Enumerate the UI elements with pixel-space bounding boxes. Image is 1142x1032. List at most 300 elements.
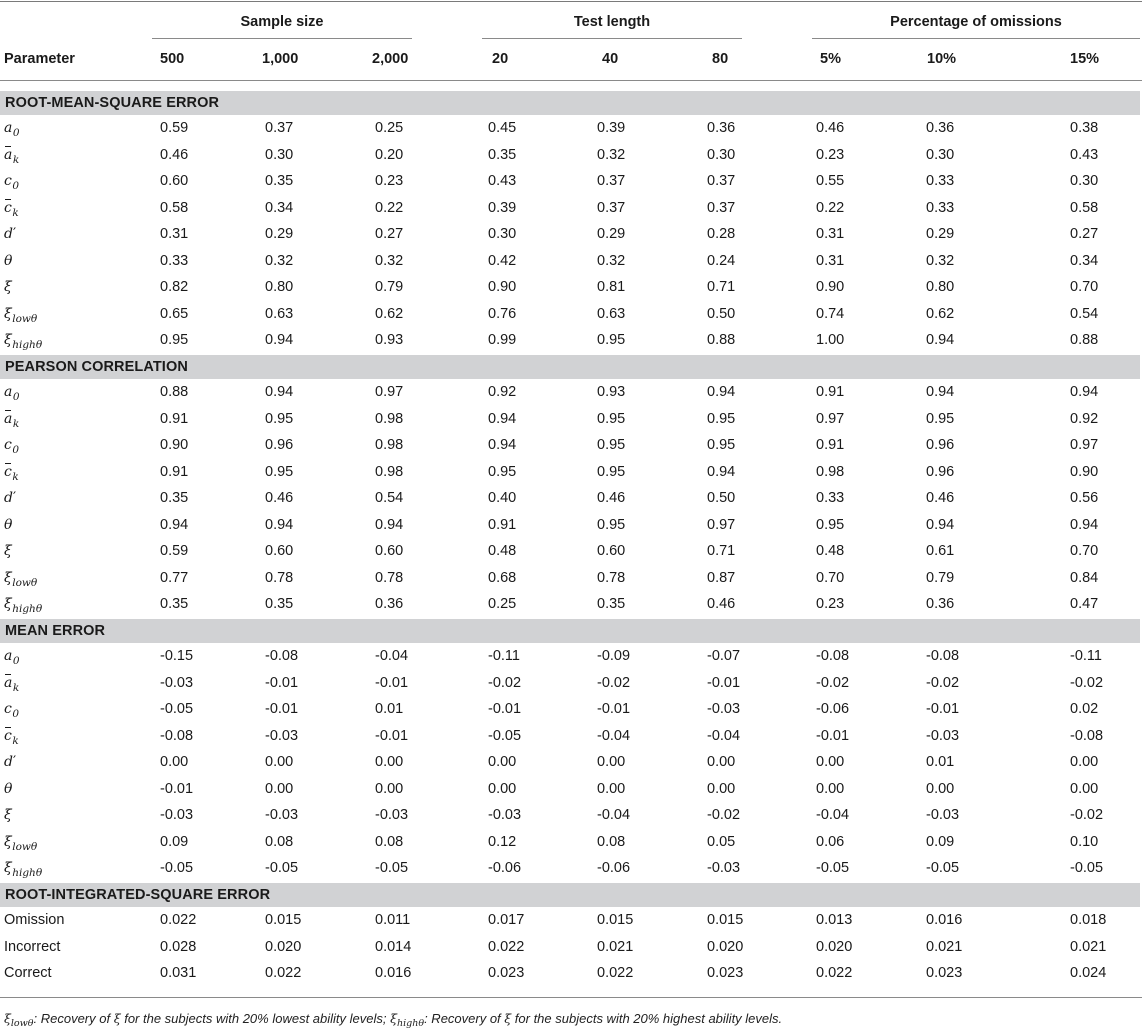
parameter-subscript: k <box>12 417 20 430</box>
value-cell: 0.30 <box>488 226 517 242</box>
value-cell: -0.11 <box>488 648 520 664</box>
value-cell: -0.08 <box>265 648 299 664</box>
value-cell: 0.46 <box>926 490 955 506</box>
value-cell: 0.32 <box>265 252 294 269</box>
value-cell: 0.29 <box>926 226 955 242</box>
value-cell: -0.07 <box>707 648 741 664</box>
value-cell: 0.018 <box>1070 912 1107 928</box>
value-cell: 0.45 <box>488 120 517 136</box>
value-cell: 0.95 <box>597 410 626 427</box>
column-header-parameter: Parameter <box>4 51 75 67</box>
value-cell: 0.08 <box>597 833 626 850</box>
parameter-subscript: 0 <box>12 391 20 403</box>
prime-mark: ′ <box>12 226 17 242</box>
table-row <box>0 195 1142 222</box>
value-cell: -0.03 <box>926 807 960 823</box>
table-row <box>0 723 1142 750</box>
value-cell: 0.34 <box>265 199 294 216</box>
value-cell: 0.81 <box>597 279 626 295</box>
value-cell: 0.09 <box>160 833 189 850</box>
parameter-cell <box>4 432 144 459</box>
value-cell: -0.03 <box>265 727 299 744</box>
parameter-symbol-xihigh <box>4 596 43 615</box>
column-header-15pct: 15% <box>1070 51 1100 67</box>
parameter-symbol-theta <box>4 781 12 797</box>
value-cell: 0.71 <box>707 279 736 295</box>
table-row <box>0 643 1142 670</box>
value-cell: 0.37 <box>597 173 626 189</box>
footnote-text-4: for the subjects with 20% highest ability levels. <box>511 1011 783 1026</box>
value-cell: 0.48 <box>488 543 517 559</box>
parameter-cell <box>4 195 144 222</box>
section-header <box>0 355 1140 379</box>
value-cell: 0.46 <box>707 596 736 612</box>
table-row <box>0 248 1142 275</box>
value-cell: 0.10 <box>1070 833 1099 850</box>
value-cell: -0.04 <box>375 648 409 664</box>
parameter-base: a <box>4 142 12 169</box>
value-cell: 0.33 <box>816 490 845 506</box>
value-cell: -0.03 <box>265 807 299 823</box>
value-cell: 0.95 <box>597 437 626 453</box>
value-cell: 0.20 <box>375 146 404 163</box>
value-cell: 0.48 <box>816 543 845 559</box>
parameter-base: a <box>4 406 12 433</box>
parameter-subscript: lowθ <box>12 312 38 325</box>
section-title: ROOT-MEAN-SQUARE ERROR <box>5 95 220 111</box>
value-cell: 0.34 <box>1070 252 1099 269</box>
value-cell: 0.46 <box>597 490 626 506</box>
parameter-symbol-dprime <box>4 226 16 242</box>
parameter-cell <box>4 327 144 354</box>
footnote-symbol-xi-low: $\xi_{low\theta}$ <box>4 1011 34 1029</box>
value-cell: 0.022 <box>160 912 197 928</box>
parameter-cell <box>4 485 144 512</box>
table-row <box>0 802 1142 829</box>
value-cell: 0.021 <box>926 938 963 955</box>
value-cell: 0.00 <box>375 754 404 770</box>
value-cell: 0.94 <box>160 516 189 533</box>
parameter-cell: Correct <box>4 965 52 981</box>
value-cell: 0.97 <box>816 410 845 427</box>
value-cell: -0.03 <box>926 727 960 744</box>
value-cell: 0.013 <box>816 912 853 928</box>
parameter-subscript: lowθ <box>12 840 38 853</box>
parameter-symbol-xilow <box>4 833 38 853</box>
group-header-test-length: Test length <box>573 14 651 30</box>
table-row <box>0 960 1142 987</box>
value-cell: -0.01 <box>375 727 409 744</box>
parameter-base: θ <box>4 252 13 269</box>
parameter-subscript: highθ <box>12 867 43 879</box>
value-cell: 0.015 <box>707 912 744 928</box>
value-cell: 0.63 <box>597 305 626 322</box>
value-cell: -0.02 <box>488 674 522 691</box>
table-row <box>0 696 1142 723</box>
parameter-subscript: lowθ <box>12 576 38 589</box>
value-cell: 0.022 <box>816 965 853 981</box>
value-cell: 0.27 <box>1070 226 1099 242</box>
value-cell: 0.95 <box>707 410 736 427</box>
value-cell: -0.06 <box>597 860 631 876</box>
value-cell: -0.05 <box>265 860 299 876</box>
footnote-text-2: for the subjects with 20% lowest ability levels; <box>120 1011 391 1026</box>
value-cell: 0.98 <box>375 410 404 427</box>
value-cell: -0.05 <box>1070 860 1104 876</box>
parameter-base: ξ <box>4 569 12 586</box>
value-cell: 0.015 <box>597 912 634 928</box>
parameter-subscript: highθ <box>12 339 43 351</box>
value-cell: 0.31 <box>816 252 845 269</box>
table-row <box>0 274 1142 301</box>
footnote-text-1: : Recovery of <box>33 1011 114 1026</box>
table-row <box>0 538 1142 565</box>
value-cell: 0.01 <box>375 701 404 717</box>
parameter-symbol-xi <box>4 279 12 295</box>
value-cell: 0.95 <box>597 516 626 533</box>
value-cell: -0.05 <box>926 860 960 876</box>
value-cell: 0.80 <box>926 279 955 295</box>
parameter-cell <box>4 855 144 882</box>
value-cell: 0.00 <box>265 780 294 797</box>
value-cell: -0.03 <box>707 701 741 717</box>
value-cell: 0.90 <box>488 279 517 295</box>
value-cell: 0.50 <box>707 305 736 322</box>
parameter-cell: Omission <box>4 912 65 928</box>
prime-mark: ′ <box>12 490 17 506</box>
value-cell: 0.00 <box>816 754 845 770</box>
value-cell: 0.70 <box>816 569 845 586</box>
value-cell: 0.96 <box>265 437 294 453</box>
parameter-symbol-c0 <box>4 173 20 192</box>
value-cell: -0.04 <box>816 807 850 823</box>
table-row <box>0 221 1142 248</box>
value-cell: 0.28 <box>707 226 736 242</box>
parameter-symbol-xi <box>4 807 12 823</box>
value-cell: 0.023 <box>926 965 963 981</box>
footnote-symbol-xi-high: $\xi_{high\theta}$ <box>390 1011 425 1029</box>
value-cell: 0.35 <box>488 146 517 163</box>
value-cell: 0.23 <box>816 596 845 612</box>
group-rule-sample-size <box>152 38 412 39</box>
value-cell: 0.91 <box>160 410 189 427</box>
value-cell: 0.00 <box>597 754 626 770</box>
value-cell: 0.00 <box>488 754 517 770</box>
parameter-symbol-c0 <box>4 701 20 720</box>
value-cell: -0.02 <box>1070 674 1104 691</box>
value-cell: -0.08 <box>1070 727 1104 744</box>
value-cell: -0.01 <box>265 674 299 691</box>
parameter-cell <box>4 248 144 275</box>
footnote-text-3: : Recovery of <box>424 1011 505 1026</box>
value-cell: 0.06 <box>816 833 845 850</box>
value-cell: 0.015 <box>265 912 302 928</box>
section-header <box>0 91 1140 115</box>
value-cell: -0.09 <box>597 648 631 664</box>
value-cell: 0.54 <box>1070 305 1099 322</box>
parameter-symbol-xihigh <box>4 860 43 879</box>
value-cell: -0.05 <box>160 860 194 876</box>
value-cell: 0.46 <box>265 490 294 506</box>
parameter-base: c <box>4 701 12 717</box>
value-cell: 0.00 <box>488 780 517 797</box>
parameter-base: d <box>4 754 13 770</box>
parameter-symbol-ak <box>4 674 20 694</box>
value-cell: 0.94 <box>265 384 294 400</box>
value-cell: 0.78 <box>375 569 404 586</box>
value-cell: 0.60 <box>597 543 626 559</box>
parameter-symbol-dprime <box>4 490 16 506</box>
value-cell: 0.46 <box>160 146 189 163</box>
value-cell: -0.01 <box>375 674 409 691</box>
value-cell: 0.96 <box>926 437 955 453</box>
section-title: MEAN ERROR <box>5 623 106 639</box>
parameter-cell <box>4 168 144 195</box>
value-cell: 0.94 <box>926 516 955 533</box>
value-cell: 0.96 <box>926 463 955 480</box>
value-cell: 0.70 <box>1070 543 1099 559</box>
value-cell: 0.37 <box>597 199 626 216</box>
value-cell: 0.12 <box>488 833 517 850</box>
parameter-symbol-xi <box>4 543 12 559</box>
value-cell: 0.020 <box>707 938 744 955</box>
value-cell: -0.02 <box>707 807 741 823</box>
column-header-500: 500 <box>160 51 185 67</box>
table-row <box>0 565 1142 592</box>
value-cell: 0.95 <box>926 410 955 427</box>
value-cell: 0.78 <box>597 569 626 586</box>
prime-mark: ′ <box>12 754 17 770</box>
group-rule-test-length <box>482 38 742 39</box>
column-header-20: 20 <box>492 51 509 67</box>
footnote-symbol-xi-1: ξ <box>113 1011 121 1026</box>
column-header-10pct: 10% <box>927 51 957 67</box>
value-cell: 0.43 <box>488 173 517 189</box>
value-cell: 0.95 <box>597 463 626 480</box>
value-cell: 0.94 <box>1070 516 1099 533</box>
value-cell: 0.39 <box>597 120 626 136</box>
value-cell: 0.35 <box>597 596 626 612</box>
parameter-symbol-a0 <box>4 120 20 139</box>
table-row <box>0 670 1142 697</box>
parameter-cell <box>4 643 144 670</box>
parameter-base: c <box>4 723 12 750</box>
parameter-base: c <box>4 437 12 453</box>
parameter-base: ξ <box>4 860 12 876</box>
value-cell: 0.91 <box>488 516 517 533</box>
value-cell: 0.021 <box>597 938 634 955</box>
value-cell: 0.39 <box>488 199 517 216</box>
table-row <box>0 459 1142 486</box>
value-cell: 0.29 <box>265 226 294 242</box>
value-cell: 0.93 <box>375 332 404 348</box>
value-cell: -0.03 <box>375 807 409 823</box>
table-row <box>0 591 1142 618</box>
table-row <box>0 379 1142 406</box>
value-cell: 0.74 <box>816 305 845 322</box>
parameter-cell <box>4 723 144 750</box>
value-cell: 0.90 <box>1070 463 1099 480</box>
parameter-symbol-xilow <box>4 305 38 325</box>
value-cell: 1.00 <box>816 332 845 348</box>
parameter-cell <box>4 459 144 486</box>
value-cell: 0.32 <box>926 252 955 269</box>
value-cell: 0.88 <box>707 332 736 348</box>
value-cell: 0.76 <box>488 305 517 322</box>
value-cell: 0.011 <box>375 912 411 928</box>
value-cell: 0.00 <box>1070 780 1099 797</box>
value-cell: 0.30 <box>265 146 294 163</box>
value-cell: -0.03 <box>160 674 194 691</box>
value-cell: 0.99 <box>488 332 517 348</box>
table-row <box>0 432 1142 459</box>
value-cell: 0.94 <box>375 516 404 533</box>
value-cell: -0.02 <box>597 674 631 691</box>
value-cell: 0.91 <box>160 463 189 480</box>
value-cell: 0.97 <box>707 516 736 533</box>
value-cell: 0.94 <box>926 332 955 348</box>
parameter-symbol-xilow <box>4 569 38 589</box>
value-cell: 0.84 <box>1070 569 1099 586</box>
parameter-subscript: 0 <box>12 444 20 456</box>
value-cell: 0.94 <box>926 384 955 400</box>
table-row <box>0 776 1142 803</box>
value-cell: 0.78 <box>265 569 294 586</box>
value-cell: -0.05 <box>375 860 409 876</box>
parameter-symbol-ak <box>4 146 20 166</box>
value-cell: 0.95 <box>816 516 845 533</box>
value-cell: 0.95 <box>265 463 294 480</box>
value-cell: 0.91 <box>816 437 845 453</box>
value-cell: 0.30 <box>1070 173 1099 189</box>
column-header-2000: 2,000 <box>372 51 409 67</box>
table-row <box>0 301 1142 328</box>
parameter-base: ξ <box>4 596 12 612</box>
table-footnote <box>4 1010 782 1028</box>
column-header-1000: 1,000 <box>262 51 299 67</box>
value-cell: 0.017 <box>488 912 525 928</box>
value-cell: 0.60 <box>375 543 404 559</box>
parameter-subscript: 0 <box>12 708 20 720</box>
parameter-cell <box>4 749 144 776</box>
parameter-base: ξ <box>4 807 12 823</box>
value-cell: 0.55 <box>816 173 845 189</box>
footnote-symbol-xi-2: ξ <box>504 1011 512 1026</box>
value-cell: 0.95 <box>488 463 517 480</box>
value-cell: 0.95 <box>160 332 189 348</box>
value-cell: -0.05 <box>488 727 522 744</box>
parameter-cell <box>4 142 144 169</box>
value-cell: 0.32 <box>375 252 404 269</box>
parameter-symbol-a0 <box>4 384 20 403</box>
value-cell: 0.33 <box>160 252 189 269</box>
value-cell: 0.56 <box>1070 490 1099 506</box>
table-row <box>0 934 1142 961</box>
value-cell: 0.022 <box>488 938 525 955</box>
group-header-sample-size: Sample size <box>240 14 324 30</box>
value-cell: -0.06 <box>488 860 522 876</box>
value-cell: 0.32 <box>597 252 626 269</box>
value-cell: 0.00 <box>707 780 736 797</box>
value-cell: -0.01 <box>707 674 741 691</box>
table-row <box>0 327 1142 354</box>
value-cell: 0.30 <box>707 146 736 163</box>
value-cell: 0.08 <box>375 833 404 850</box>
value-cell: 0.87 <box>707 569 736 586</box>
value-cell: 0.25 <box>488 596 517 612</box>
value-cell: -0.01 <box>597 701 631 717</box>
parameter-subscript: 0 <box>12 655 20 667</box>
parameter-base: d <box>4 226 13 242</box>
value-cell: 0.36 <box>926 120 955 136</box>
value-cell: 0.022 <box>265 965 302 981</box>
value-cell: 0.031 <box>160 965 197 981</box>
parameter-cell <box>4 115 144 142</box>
value-cell: 0.94 <box>265 516 294 533</box>
value-cell: 0.79 <box>926 569 955 586</box>
parameter-base: ξ <box>4 305 12 322</box>
column-header-80: 80 <box>712 51 729 67</box>
value-cell: 0.88 <box>1070 332 1099 348</box>
parameter-base: a <box>4 670 12 697</box>
value-cell: 0.020 <box>816 938 853 955</box>
parameter-base: c <box>4 459 12 486</box>
parameter-cell <box>4 221 144 248</box>
column-header-5pct: 5% <box>820 51 841 67</box>
value-cell: 0.80 <box>265 279 294 295</box>
group-rule-omissions <box>812 38 1140 39</box>
value-cell: 0.35 <box>265 173 294 189</box>
value-cell: -0.04 <box>597 807 631 823</box>
parameter-symbol-ck <box>4 727 19 747</box>
value-cell: 0.00 <box>597 780 626 797</box>
value-cell: 0.90 <box>160 437 189 453</box>
parameter-subscript: k <box>12 206 19 219</box>
parameter-cell <box>4 379 144 406</box>
parameter-base: ξ <box>4 543 12 559</box>
value-cell: 0.023 <box>707 965 744 981</box>
value-cell: 0.00 <box>375 780 404 797</box>
value-cell: 0.37 <box>707 199 736 216</box>
value-cell: 0.021 <box>1070 938 1107 955</box>
parameter-base: c <box>4 195 12 222</box>
value-cell: 0.42 <box>488 252 517 269</box>
parameter-cell <box>4 591 144 618</box>
section-header <box>0 883 1140 907</box>
value-cell: 0.022 <box>597 965 634 981</box>
parameter-cell <box>4 274 144 301</box>
column-header-40: 40 <box>602 51 619 67</box>
value-cell: -0.08 <box>816 648 850 664</box>
value-cell: 0.94 <box>265 332 294 348</box>
value-cell: -0.04 <box>597 727 631 744</box>
value-cell: -0.05 <box>160 701 194 717</box>
value-cell: 0.00 <box>265 754 294 770</box>
value-cell: 0.33 <box>926 173 955 189</box>
table-row <box>0 512 1142 539</box>
value-cell: 0.014 <box>375 938 412 955</box>
value-cell: 0.92 <box>488 384 517 400</box>
parameter-subscript: highθ <box>12 603 43 615</box>
section-header <box>0 619 1140 643</box>
value-cell: 0.94 <box>488 410 517 427</box>
table-row <box>0 406 1142 433</box>
value-cell: -0.08 <box>926 648 960 664</box>
value-cell: 0.30 <box>926 146 955 163</box>
value-cell: -0.02 <box>816 674 850 691</box>
value-cell: 0.09 <box>926 833 955 850</box>
value-cell: 0.59 <box>160 120 189 136</box>
